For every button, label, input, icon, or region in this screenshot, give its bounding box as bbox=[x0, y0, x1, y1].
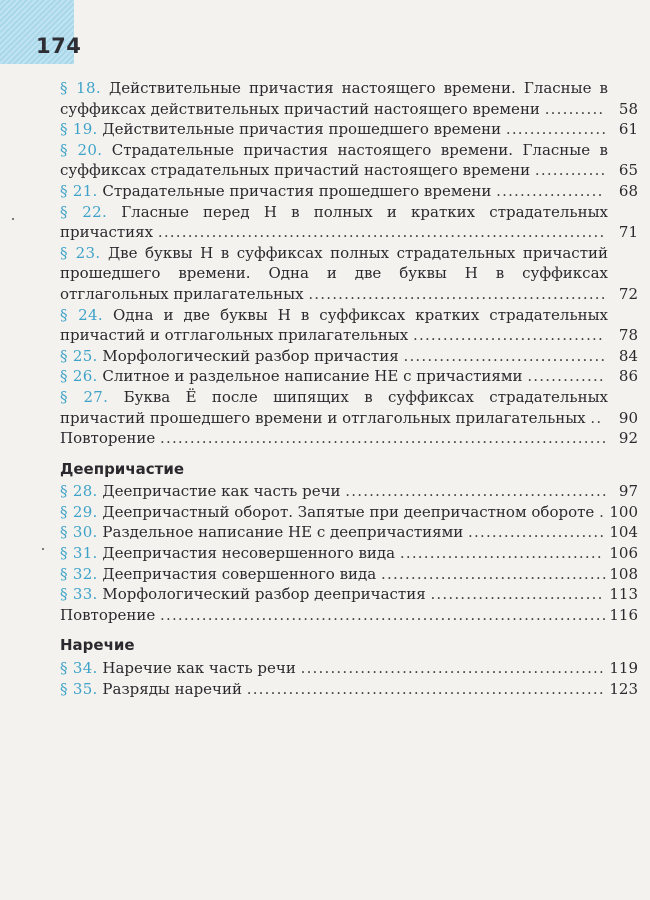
entry-title: Действительные причастия настоящего времени. Гласные в суффиксах действительных причастий настоящего времени bbox=[60, 79, 609, 118]
section-number: § 31. bbox=[60, 544, 98, 563]
dot-leader: .................................. bbox=[399, 544, 603, 563]
entry-title: Разряды наречий bbox=[102, 679, 242, 698]
page-ref: 78 bbox=[618, 326, 638, 345]
toc-entry-title-line bbox=[60, 140, 608, 181]
page-ref: 68 bbox=[618, 181, 638, 200]
toc-group-adverb bbox=[60, 658, 638, 699]
dot-leader: ............................. bbox=[430, 585, 604, 604]
dot-leader: ............. bbox=[527, 367, 605, 386]
page-number: 174 bbox=[36, 34, 82, 58]
page-ref: 97 bbox=[618, 482, 638, 501]
section-number: § 19. bbox=[60, 120, 98, 139]
page-ref: 90 bbox=[618, 408, 638, 427]
page-ref: 58 bbox=[618, 99, 638, 118]
toc-group-gerund bbox=[60, 481, 638, 625]
toc-entry-title-line bbox=[60, 605, 608, 626]
toc-entry bbox=[60, 366, 638, 387]
toc-entry bbox=[60, 387, 638, 428]
entry-title: Морфологический разбор причастия bbox=[102, 346, 399, 365]
toc-entry bbox=[60, 243, 638, 305]
toc-entry bbox=[60, 346, 638, 367]
toc-entry bbox=[60, 428, 638, 449]
section-number: § 25. bbox=[60, 346, 98, 365]
toc-entry-title-line bbox=[60, 502, 608, 523]
entry-title: Страдательные причастия прошедшего времени bbox=[102, 181, 492, 200]
toc-entry bbox=[60, 605, 638, 626]
dot-leader: ............................................................ bbox=[246, 679, 605, 698]
entry-title: Гласные перед Н в полных и кратких страдательных причастиях bbox=[60, 202, 608, 242]
section-number: § 35. bbox=[60, 679, 98, 698]
toc-entry-title-line bbox=[60, 119, 608, 140]
page-ref: 116 bbox=[609, 605, 638, 624]
dot-leader: ........................................................................... bbox=[157, 223, 606, 242]
section-number: § 24. bbox=[60, 305, 103, 324]
table-of-contents bbox=[60, 78, 638, 699]
entry-title: Действительные причастия прошедшего времени bbox=[102, 120, 502, 139]
section-number: § 20. bbox=[60, 140, 103, 159]
toc-entry-title-line bbox=[60, 202, 608, 243]
entry-title: Две буквы Н в суффиксах полных страдательных причастий прошедшего времени. Одна и две буквы Н в суффиксах отглагольных прилагательных bbox=[60, 243, 608, 303]
toc-entry bbox=[60, 305, 638, 346]
section-heading-adverb: Наречие bbox=[60, 636, 135, 655]
toc-entry-title-line bbox=[60, 522, 608, 543]
toc-entry-title-line bbox=[60, 679, 608, 700]
toc-entry-title-line bbox=[60, 305, 608, 346]
toc-entry bbox=[60, 481, 638, 502]
toc-entry bbox=[60, 140, 638, 181]
page-ref: 106 bbox=[609, 544, 638, 563]
section-number: § 32. bbox=[60, 564, 98, 583]
section-number: § 27. bbox=[60, 387, 109, 406]
section-number: § 30. bbox=[60, 523, 98, 542]
toc-entry-title-line bbox=[60, 78, 608, 119]
toc-entry bbox=[60, 679, 638, 700]
toc-entry bbox=[60, 502, 638, 523]
toc-entry bbox=[60, 522, 638, 543]
toc-entry bbox=[60, 181, 638, 202]
toc-entry-title-line bbox=[60, 481, 608, 502]
page-ref: 123 bbox=[609, 679, 638, 698]
section-number: § 21. bbox=[60, 181, 98, 200]
dot-leader: . bbox=[599, 502, 606, 521]
section-number: § 29. bbox=[60, 502, 98, 521]
dot-leader: .................. bbox=[496, 181, 604, 200]
toc-group-participle bbox=[60, 78, 638, 449]
dot-leader: ...................................... bbox=[381, 564, 608, 583]
toc-entry bbox=[60, 78, 638, 119]
dot-leader: ............................................ bbox=[345, 482, 608, 501]
entry-title: Повторение bbox=[60, 605, 156, 624]
page-ref: 65 bbox=[618, 161, 638, 180]
dot-leader: .. bbox=[590, 408, 603, 427]
entry-title: Наречие как часть речи bbox=[102, 659, 296, 678]
entry-title: Морфологический разбор деепричастия bbox=[102, 585, 426, 604]
page-ref: 113 bbox=[609, 585, 638, 604]
page-ref: 108 bbox=[609, 564, 638, 583]
dot-leader: .......... bbox=[544, 99, 605, 118]
page-ref: 119 bbox=[609, 659, 638, 678]
page-ref: 92 bbox=[618, 429, 638, 448]
dot-leader: .................................................. bbox=[308, 284, 607, 303]
toc-entry bbox=[60, 202, 638, 243]
section-number: § 28. bbox=[60, 482, 98, 501]
dot-leader: ....................... bbox=[468, 523, 606, 542]
dot-leader: ................................ bbox=[413, 326, 604, 345]
section-number: § 34. bbox=[60, 659, 98, 678]
page-ref: 71 bbox=[618, 223, 638, 242]
dot-leader: ................. bbox=[505, 120, 608, 139]
dot-leader: .................................. bbox=[403, 346, 607, 365]
toc-entry-title-line bbox=[60, 366, 608, 387]
page-ref: 72 bbox=[618, 284, 638, 303]
toc-entry bbox=[60, 119, 638, 140]
toc-entry-title-line bbox=[60, 658, 608, 679]
entry-title: Раздельное написание НЕ с деепричастиями bbox=[102, 523, 464, 542]
page-ref: 100 bbox=[609, 502, 638, 521]
entry-title: Деепричастный оборот. Запятые при деепричастном обороте bbox=[102, 502, 595, 521]
section-number: § 23. bbox=[60, 243, 101, 262]
toc-entry-title-line bbox=[60, 243, 608, 305]
toc-entry-title-line bbox=[60, 387, 608, 428]
margin-speck bbox=[42, 548, 44, 550]
toc-entry-title-line bbox=[60, 564, 608, 585]
page-ref: 104 bbox=[609, 523, 638, 542]
toc-entry bbox=[60, 543, 638, 564]
dot-leader: ........................................................................... bbox=[160, 429, 608, 448]
entry-title: Слитное и раздельное написание НЕ с причастиями bbox=[102, 367, 523, 386]
page-ref: 61 bbox=[618, 120, 638, 139]
page-ref: 84 bbox=[618, 346, 638, 365]
section-number: § 18. bbox=[60, 79, 101, 97]
margin-speck bbox=[12, 218, 14, 220]
page-ref: 86 bbox=[618, 367, 638, 386]
toc-entry-title-line bbox=[60, 428, 608, 449]
toc-entry-title-line bbox=[60, 543, 608, 564]
toc-entry-title-line bbox=[60, 181, 608, 202]
entry-title: Повторение bbox=[60, 429, 156, 448]
toc-entry-title-line bbox=[60, 346, 608, 367]
entry-title: Деепричастия несовершенного вида bbox=[102, 544, 396, 563]
toc-entry bbox=[60, 658, 638, 679]
entry-title: Деепричастие как часть речи bbox=[102, 482, 341, 501]
entry-title: Буква Ё после шипящих в суффиксах страдательных причастий прошедшего времени и отглагольных прилагательных bbox=[60, 387, 608, 427]
section-number: § 22. bbox=[60, 202, 108, 221]
section-heading-gerund: Деепричастие bbox=[60, 459, 185, 478]
toc-entry bbox=[60, 584, 638, 605]
dot-leader: ................................................... bbox=[300, 659, 605, 678]
dot-leader: ........................................................................... bbox=[160, 605, 608, 624]
section-number: § 26. bbox=[60, 367, 98, 386]
entry-title: Одна и две буквы Н в суффиксах кратких страдательных причастий и отглагольных прилагательных bbox=[60, 305, 608, 345]
section-number: § 33. bbox=[60, 585, 98, 604]
entry-title: Деепричастия совершенного вида bbox=[102, 564, 377, 583]
entry-title: Страдательные причастия настоящего времени. Гласные в суффиксах страдательных причастий настоящего времени bbox=[60, 140, 608, 180]
toc-entry bbox=[60, 564, 638, 585]
dot-leader: ............ bbox=[534, 161, 607, 180]
toc-entry-title-line bbox=[60, 584, 608, 605]
